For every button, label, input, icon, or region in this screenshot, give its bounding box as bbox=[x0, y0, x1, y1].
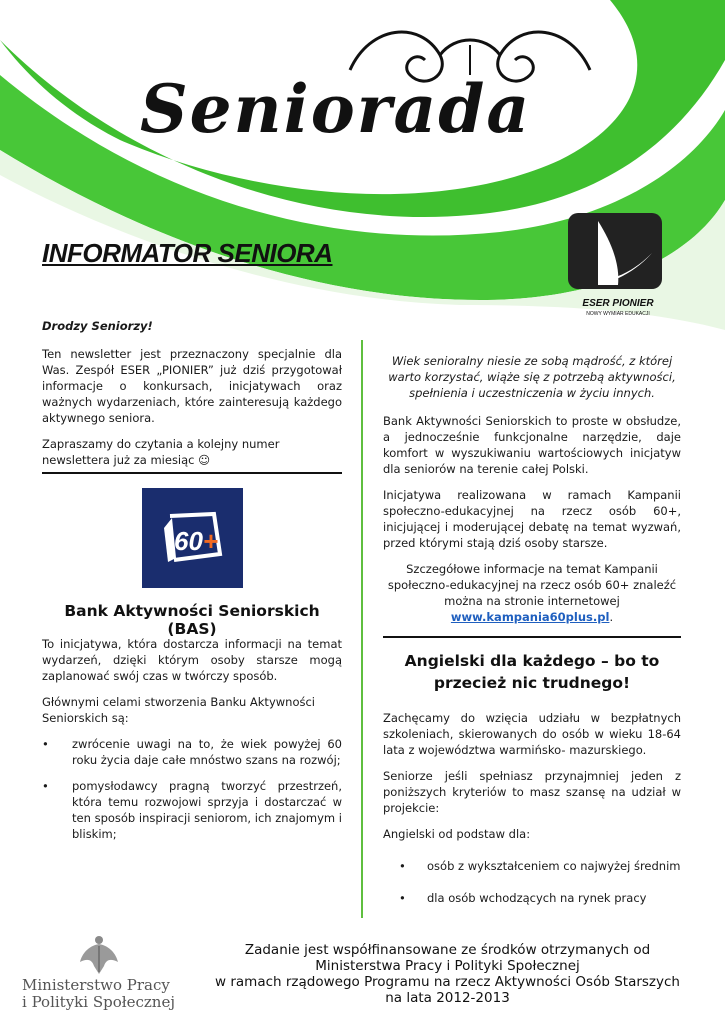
logo-name: ESER PIONIER bbox=[582, 298, 654, 309]
column-divider bbox=[361, 340, 363, 918]
funding-line-4: na lata 2012-2013 bbox=[385, 990, 510, 1006]
angielski-bullet-text-1: osób z wykształceniem co najwyżej średnim bbox=[427, 859, 681, 873]
right-paragraph-1: Bank Aktywności Seniorskich to proste w obsłudze, a jednocześnie funkcjonalne narzędzie, daje komfort w wyszukiwaniu wartościowych inicjatyw dla seniorów na terenie całej Polski. bbox=[383, 414, 681, 476]
right-paragraph-2: Inicjatywa realizowana w ramach Kampanii społeczno-edukacyjnej na rzecz osób 60+, inicjującej i moderującej debatę na temat wyzwań, przed którymi stają dziś osoby starsze. bbox=[383, 488, 681, 550]
bas-bullet-1 bbox=[42, 736, 342, 768]
right-column bbox=[383, 353, 681, 625]
angielski-bullet-text-2: dla osób wchodzących na rynek pracy bbox=[427, 891, 647, 905]
angielski-title: Angielski dla każdego – bo to przecież nic trudnego! bbox=[404, 652, 660, 692]
intro-paragraph: Ten newsletter jest przeznaczony specjalnie dla Was. Zespół ESER „PIONIER” już dziś przygotował informacje o konkursach, inicjatywach oraz ważnych wydarzeniach, które zainteresują każdego aktywnego seniora. bbox=[42, 347, 342, 425]
angielski-paragraph-1: Zachęcamy do wzięcia udziału w bezpłatnych szkoleniach, skierowanych do osób w wieku 18-64 lata z województwa warmińsko- mazurskiego. bbox=[383, 711, 681, 757]
bas-section bbox=[42, 636, 342, 842]
funding-note bbox=[180, 942, 715, 1006]
bas-title: Bank Aktywności Seniorskich (BAS) bbox=[64, 602, 320, 638]
ministry-line-2: i Polityki Społecznej bbox=[22, 993, 175, 1011]
ministry-line-1: Ministerstwo Pracy bbox=[22, 976, 170, 994]
bas-bullet-2 bbox=[42, 778, 342, 842]
right-divider bbox=[383, 636, 681, 638]
newsletter-title: Seniorada bbox=[140, 70, 532, 148]
angielski-paragraph-2: Seniorze jeśli spełniasz przynajmniej jeden z poniższych kryteriów to masz szansę na udział w projekcie: bbox=[383, 769, 681, 815]
funding-line-1: Zadanie jest współfinansowane ze środków otrzymanych od bbox=[244, 942, 651, 958]
eser-pionier-logo bbox=[568, 213, 662, 289]
invite-paragraph: Zapraszamy do czytania a kolejny numer newslettera już za miesiąc ☺ bbox=[42, 437, 280, 467]
bullet-dot: • bbox=[399, 891, 406, 905]
angielski-paragraph-3: Angielski od podstaw dla: bbox=[383, 827, 531, 841]
greeting: Drodzy Seniorzy! bbox=[42, 319, 153, 333]
badge-60-text: 60+ bbox=[174, 526, 219, 556]
sail-icon bbox=[568, 213, 662, 289]
ministry-name bbox=[22, 977, 182, 1011]
bullet-dot: • bbox=[399, 859, 406, 873]
angielski-bullet-2 bbox=[383, 890, 681, 906]
60plus-icon bbox=[142, 488, 243, 588]
kampania-60plus-badge bbox=[142, 488, 243, 588]
bas-paragraph-1: To inicjatywa, która dostarcza informacji na temat wydarzeń, dzięki którym osoby starsze mogą zaplanować swój czas w twórczy sposób. bbox=[42, 637, 342, 683]
angielski-section bbox=[383, 710, 681, 922]
logo-tagline: NOWY WYMIAR EDUKACJI bbox=[586, 311, 650, 317]
bas-bullet-text-2: pomysłodawcy pragną tworzyć przestrzeń, która temu rozwojowi sprzyja i dostarczać w ten sposób inspiracji seniorom, ich znajomym i bliskim; bbox=[72, 779, 342, 841]
funding-line-3: w ramach rządowego Programu na rzecz Aktywności Osób Starszych bbox=[215, 974, 680, 990]
more-info-text: Szczegółowe informacje na temat Kampanii społeczno-edukacyjnej na rzecz osób 60+ znaleźć można na stronie internetowej bbox=[387, 562, 677, 608]
bullet-dot: • bbox=[42, 779, 49, 793]
kampania-link[interactable]: www.kampania60plus.pl bbox=[450, 610, 610, 624]
bas-bullet-text-1: zwrócenie uwagi na to, że wiek powyżej 60 roku życia daje całe mnóstwo szans na rozwój; bbox=[72, 737, 342, 767]
more-info bbox=[383, 561, 681, 625]
quote: Wiek senioralny niesie ze sobą mądrość, z której warto korzystać, wiąże się z potrzebą aktywności, spełnienia i uczestniczenia w życiu innych. bbox=[388, 354, 676, 400]
bullet-dot: • bbox=[42, 737, 49, 751]
divider bbox=[42, 472, 342, 474]
funding-line-2: Ministerstwa Pracy i Polityki Społecznej bbox=[315, 958, 580, 974]
informator-heading: INFORMATOR SENIORA bbox=[42, 238, 333, 268]
eagle-emblem-icon bbox=[78, 932, 120, 976]
link-suffix: . bbox=[609, 610, 614, 624]
angielski-bullet-1 bbox=[383, 858, 681, 874]
left-column bbox=[42, 318, 342, 474]
bas-paragraph-2: Głównymi celami stworzenia Banku Aktywności Seniorskich są: bbox=[42, 695, 315, 725]
